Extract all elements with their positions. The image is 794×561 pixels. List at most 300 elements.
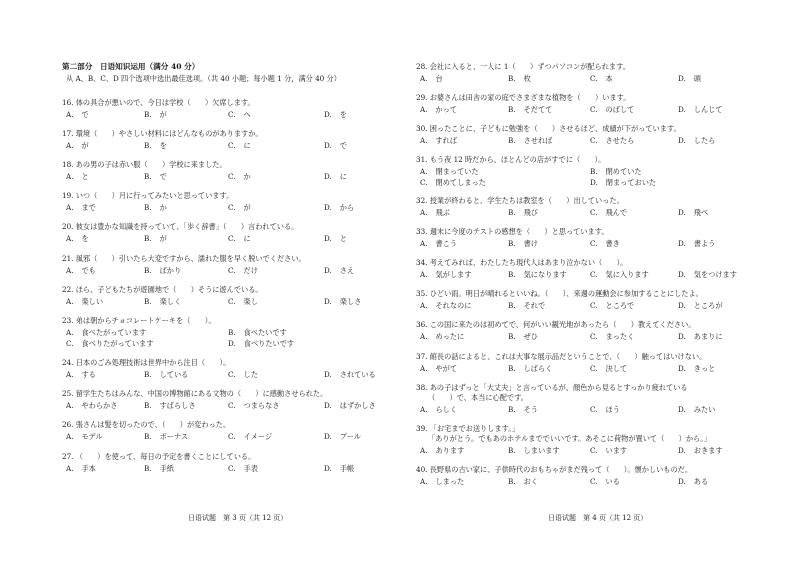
answer-option [66, 172, 89, 182]
option-letter: B. [508, 105, 516, 114]
answer-option [324, 172, 347, 182]
option-letter: A. [66, 141, 74, 150]
option-letter: A. [66, 432, 74, 441]
option-text: きっと [693, 364, 716, 373]
option-row [62, 110, 380, 122]
question-item [416, 289, 746, 313]
option-text: そだてて [523, 105, 553, 114]
answer-option [508, 405, 538, 415]
answer-option [66, 370, 96, 380]
option-text: させたら [605, 136, 635, 145]
option-row [416, 74, 746, 86]
question-stem: 28. 会社に入ると、一人に 1（ ）ずつパソコンが配られます。 [416, 62, 630, 71]
option-letter: C. [590, 136, 598, 145]
option-text: 食べりたいです [243, 339, 295, 348]
option-text: はずかしさ [339, 401, 376, 410]
option-letter: A. [420, 208, 428, 217]
option-text: が [243, 203, 251, 212]
question-item [62, 254, 380, 278]
answer-option [144, 234, 167, 244]
option-text: で [159, 172, 167, 181]
answer-option [678, 332, 723, 342]
option-letter: C. [228, 172, 236, 181]
footer-left: 日语试题 第 3 页（共 12 页） [188, 514, 288, 522]
question-stem: 25. 留学生たちはみんな、中国の博物館にある文物の（ ）に感動させられた。 [62, 389, 328, 398]
option-text: 飛んで [605, 208, 628, 217]
option-letter: C. [590, 364, 598, 373]
answer-option [590, 239, 620, 249]
answer-option [678, 405, 715, 415]
option-letter: A. [420, 239, 428, 248]
answer-option [420, 270, 471, 280]
option-letter: C. [590, 208, 598, 217]
option-text: 食べりたがっています [81, 339, 154, 348]
option-text: しばらく [523, 364, 553, 373]
option-text: 食べたいです [243, 328, 287, 337]
option-text: 手帳 [339, 464, 355, 473]
option-row [416, 446, 746, 458]
option-text: 手表 [243, 464, 258, 473]
option-letter: A. [66, 464, 74, 473]
option-row [416, 178, 746, 189]
question-item [62, 191, 380, 215]
option-text: やがて [435, 364, 458, 373]
option-text: しんじて [693, 105, 723, 114]
option-letter: B. [508, 301, 516, 310]
option-letter: B. [508, 446, 516, 455]
answer-option [678, 208, 708, 218]
option-text: している [159, 370, 189, 379]
option-text: 飛べ [693, 208, 709, 217]
answer-option [228, 110, 251, 120]
question-stem: 32. 授業が終わると、学生たちは教室を（ ）出していった。 [416, 196, 624, 205]
option-letter: C. [590, 301, 598, 310]
answer-option [420, 301, 471, 311]
option-letter: B. [144, 370, 152, 379]
answer-option [590, 446, 627, 456]
option-text: か [159, 203, 167, 212]
question-stem: 40. 長野県の古い家に、子供時代のおもちゃがまだ残って（ ）。懐かしいものだ。 [416, 465, 693, 474]
option-row [416, 105, 746, 117]
question-item [62, 129, 380, 153]
answer-option [590, 405, 620, 415]
option-text: 書よう [693, 239, 716, 248]
option-letter: D. [324, 110, 332, 119]
option-letter: D. [228, 339, 236, 348]
option-letter: D. [324, 370, 332, 379]
question-stem: 20. 彼女は豊かな知識を持っていて、「歩く辞書」（ ）言われている。 [62, 222, 299, 231]
answer-option [324, 432, 361, 442]
option-letter: D. [324, 141, 332, 150]
answer-option [678, 270, 737, 280]
answer-option [420, 364, 457, 374]
option-letter: D. [324, 464, 332, 473]
answer-option [144, 266, 181, 276]
option-row [62, 328, 380, 339]
option-letter: B. [144, 432, 152, 441]
answer-option [228, 266, 258, 276]
answer-option [508, 74, 531, 84]
option-text: めったに [435, 332, 465, 341]
option-text: 気に入ります [605, 270, 649, 279]
option-row [62, 464, 380, 476]
option-letter: D. [678, 405, 686, 414]
option-text: 閉めていた [605, 167, 642, 176]
option-letter: C. [590, 105, 598, 114]
question-stem: 36. この国に来たのは初めてで、何がいい観光地があったら（ ）教えてください。 [416, 320, 696, 329]
option-text: が [159, 234, 167, 243]
answer-option [420, 74, 443, 84]
option-letter: C. [590, 446, 598, 455]
question-item [62, 98, 380, 122]
question-stem: 26. 張さんは髪を切ったので、（ ）が変わった。 [62, 420, 231, 429]
option-text: と [81, 172, 89, 181]
answer-option [678, 136, 715, 146]
option-text: 楽しい [81, 297, 104, 306]
option-row [62, 172, 380, 184]
question-item [416, 93, 746, 117]
option-letter: C. [420, 178, 428, 187]
answer-option [508, 332, 538, 342]
option-letter: C. [228, 464, 236, 473]
option-text: を [81, 234, 89, 243]
option-text: ある [693, 477, 709, 486]
answer-option [590, 178, 656, 188]
option-row [416, 167, 746, 178]
answer-option [590, 270, 649, 280]
option-row [62, 370, 380, 382]
option-letter: C. [590, 74, 598, 83]
option-text: しまった [435, 477, 465, 486]
option-letter: D. [678, 239, 686, 248]
option-row [62, 339, 380, 350]
option-text: 気がします [435, 270, 472, 279]
answer-option [420, 178, 486, 188]
answer-option [144, 464, 174, 474]
question-stem: 19. いつ（ ）月に行ってみたいと思っています。 [62, 191, 234, 200]
answer-option [324, 297, 361, 307]
question-stem: 17. 環境（ ）やさしい材料にはどんなものがありますか。 [62, 129, 263, 138]
answer-option [324, 464, 354, 474]
option-text: のばして [605, 105, 635, 114]
answer-option [324, 110, 347, 120]
option-text: いる [605, 477, 620, 486]
option-text: 気をつけます [693, 270, 737, 279]
answer-option [324, 401, 376, 411]
answer-option [508, 301, 545, 311]
option-letter: D. [590, 178, 598, 187]
option-text: で [81, 110, 89, 119]
option-letter: C. [228, 401, 236, 410]
answer-option [678, 74, 701, 84]
question-stem-continued: （ ）で、本当に心配です。 [428, 393, 528, 402]
answer-option [228, 370, 258, 380]
option-letter: B. [228, 328, 236, 337]
answer-option [324, 203, 354, 213]
option-text: 閉まっていた [435, 167, 479, 176]
option-letter: C. [228, 203, 236, 212]
answer-option [420, 167, 479, 177]
answer-option [66, 464, 96, 474]
option-letter: D. [678, 136, 686, 145]
option-letter: A. [66, 172, 74, 181]
option-letter: B. [144, 266, 152, 275]
answer-option [228, 141, 251, 151]
section-instruction: 从 A、B、C、D 四个选项中选出最佳选项。（共 40 小题；每小题 1 分，满分 40 分） [66, 74, 341, 83]
option-letter: C. [66, 339, 74, 348]
question-item [62, 358, 380, 382]
option-letter: B. [508, 208, 516, 217]
option-text: する [81, 370, 96, 379]
option-text: が [81, 141, 89, 150]
option-letter: C. [228, 297, 236, 306]
option-letter: B. [508, 477, 516, 486]
option-letter: C. [228, 234, 236, 243]
answer-option [228, 172, 251, 182]
answer-option [678, 364, 715, 374]
section-title: 第二部分 日语知识运用（满分 40 分） [62, 62, 200, 71]
option-text: さえ [339, 266, 355, 275]
answer-option [228, 328, 287, 338]
option-letter: D. [678, 208, 686, 217]
option-text: ボーナス [159, 432, 189, 441]
question-item [62, 160, 380, 184]
option-text: に [243, 141, 251, 150]
option-text: か [243, 172, 251, 181]
option-row [62, 401, 380, 413]
answer-option [420, 208, 450, 218]
option-text: した [243, 370, 258, 379]
question-stem: 18. あの男の子は赤い服（ ）学校に来ました。 [62, 160, 227, 169]
option-letter: B. [144, 203, 152, 212]
question-item [416, 383, 746, 417]
option-letter: C. [590, 239, 598, 248]
option-text: それで [523, 301, 546, 310]
option-letter: D. [678, 332, 686, 341]
question-stem: 37. 館長の話によると、これは大事な展示品だということで、（ ）触ってはいけない。 [416, 352, 707, 361]
answer-option [144, 401, 196, 411]
question-stem: 38. あの子はずっと「大丈夫」と言っているが、顔色から見るとすっかり疲れている [416, 383, 688, 392]
option-letter: D. [324, 297, 332, 306]
option-letter: B. [508, 332, 516, 341]
option-letter: B. [144, 172, 152, 181]
option-letter: D. [678, 105, 686, 114]
option-letter: B. [144, 234, 152, 243]
option-letter: D. [678, 301, 686, 310]
option-row [62, 297, 380, 309]
option-letter: B. [508, 405, 516, 414]
option-letter: C. [590, 270, 598, 279]
option-letter: C. [228, 266, 236, 275]
option-text: されている [339, 370, 376, 379]
answer-option [590, 208, 627, 218]
option-row [62, 203, 380, 215]
option-letter: C. [590, 405, 598, 414]
option-letter: B. [144, 464, 152, 473]
answer-option [508, 364, 552, 374]
option-text: ぜひ [523, 332, 538, 341]
option-row [416, 270, 746, 282]
option-letter: C. [228, 141, 236, 150]
answer-option [228, 297, 258, 307]
option-text: しまいます [523, 446, 560, 455]
option-text: 閉めてしまった [435, 178, 486, 187]
option-row [416, 239, 746, 251]
option-letter: B. [144, 401, 152, 410]
option-letter: D. [678, 446, 686, 455]
question-stem: 34. 考えてみれば、わたしたち現代人はあまり泣かない（ ）。 [416, 258, 628, 267]
question-item [416, 320, 746, 344]
option-text: でも [81, 266, 96, 275]
option-text: やわらかさ [81, 401, 118, 410]
option-text: おきます [693, 446, 723, 455]
question-item [62, 389, 380, 413]
option-text: イメージ [243, 432, 273, 441]
answer-option [144, 203, 167, 213]
question-stem: 23. 弟は朝からチョコレートケーキを（ ）。 [62, 316, 216, 325]
option-text: 楽しく [159, 297, 182, 306]
option-letter: D. [324, 234, 332, 243]
answer-option [66, 141, 89, 151]
option-text: 頭 [693, 74, 701, 83]
answer-option [420, 446, 464, 456]
question-item [416, 424, 746, 458]
answer-option [66, 328, 146, 338]
answer-option [508, 270, 567, 280]
answer-option [228, 464, 258, 474]
question-stem-continued: 「ありがとう。でもあのホテルまででいいです。あそこに荷物が置いて（ ）から。」 [428, 434, 711, 443]
option-letter: A. [420, 136, 428, 145]
option-letter: B. [508, 74, 516, 83]
option-letter: C. [590, 477, 598, 486]
question-stem: 39. 「お宅までお送りします。」 [416, 424, 519, 433]
option-row [416, 405, 746, 417]
answer-option [324, 141, 347, 151]
answer-option [228, 339, 294, 349]
option-row [62, 234, 380, 246]
option-row [62, 266, 380, 278]
question-stem: 16. 体の具合が悪いので、今日は学校（ ）欠席します。 [62, 98, 255, 107]
option-letter: A. [66, 370, 74, 379]
option-text: 決して [605, 364, 628, 373]
question-stem: 30. 困ったことに、子どもに勉強を（ ）させるほど、成績が下がっています。 [416, 124, 681, 133]
answer-option [66, 110, 89, 120]
question-stem: 21. 風邪（ ）引いたら大変ですから、濡れた服を早く脱いでください。 [62, 254, 306, 263]
question-stem: 33. 週末に今度のテストの感想を（ ）と思っています。 [416, 227, 609, 236]
option-letter: A. [66, 234, 74, 243]
option-text: 飛び [523, 208, 538, 217]
option-text: それなのに [435, 301, 472, 310]
option-letter: A. [420, 332, 428, 341]
option-text: 飛ぶ [435, 208, 450, 217]
question-item [416, 62, 746, 86]
question-item [416, 258, 746, 282]
option-letter: C. [228, 110, 236, 119]
option-text: ばかり [159, 266, 182, 275]
option-text: まったく [605, 332, 635, 341]
answer-option [678, 446, 723, 456]
question-item [62, 285, 380, 309]
option-text: 台 [435, 74, 443, 83]
option-text: に [243, 234, 251, 243]
question-item [62, 452, 380, 476]
option-text: らしく [435, 405, 458, 414]
answer-option [420, 405, 457, 415]
option-letter: D. [678, 74, 686, 83]
option-text: が [159, 110, 167, 119]
option-letter: D. [324, 266, 332, 275]
answer-option [590, 105, 634, 115]
answer-option [590, 301, 634, 311]
answer-option [590, 332, 634, 342]
answer-option [678, 105, 723, 115]
question-stem: 29. お婆さんは田舎の家の庭でさまざまな植物を（ ）います。 [416, 93, 631, 102]
option-text: プール [339, 432, 361, 441]
question-stem: 22. ほら、子どもたちが遊園地で（ ）そうに遊んでいる。 [62, 285, 263, 294]
option-text: 楽しさ [339, 297, 362, 306]
answer-option [678, 239, 715, 249]
answer-option [324, 234, 347, 244]
option-letter: A. [420, 105, 428, 114]
option-letter: D. [324, 432, 332, 441]
answer-option [228, 203, 251, 213]
option-text: 書こう [435, 239, 458, 248]
answer-option [66, 339, 153, 349]
option-text: 書け [523, 239, 538, 248]
option-text: と [339, 234, 347, 243]
option-letter: A. [420, 364, 428, 373]
answer-option [590, 167, 642, 177]
option-text: かって [435, 105, 458, 114]
option-text: で [339, 141, 347, 150]
answer-option [228, 401, 279, 411]
question-item [416, 227, 746, 251]
option-letter: D. [678, 364, 686, 373]
option-text: すれば [435, 136, 458, 145]
answer-option [590, 477, 620, 487]
answer-option [420, 477, 464, 487]
option-letter: C. [228, 370, 236, 379]
option-text: 閉まっておいた [605, 178, 657, 187]
answer-option [324, 266, 354, 276]
option-letter: B. [508, 136, 516, 145]
option-letter: A. [420, 270, 428, 279]
question-stem: 31. もう夜 12 時だから、ほとんどの店がすでに（ ）。 [416, 155, 606, 164]
option-text: を [159, 141, 167, 150]
option-text: を [339, 110, 347, 119]
answer-option [508, 105, 552, 115]
answer-option [66, 297, 103, 307]
answer-option [66, 234, 89, 244]
option-text: すばらしさ [159, 401, 196, 410]
page-left [62, 0, 380, 561]
option-letter: D. [678, 270, 686, 279]
answer-option [228, 234, 251, 244]
option-text: へ [243, 110, 251, 119]
option-row [416, 301, 746, 313]
option-row [62, 141, 380, 153]
option-letter: D. [324, 172, 332, 181]
option-text: だけ [243, 266, 258, 275]
option-text: 本 [605, 74, 613, 83]
answer-option [678, 301, 723, 311]
option-text: 食べたがっています [81, 328, 147, 337]
option-letter: A. [420, 405, 428, 414]
question-item [62, 420, 380, 444]
answer-option [590, 74, 613, 84]
option-text: 楽し [243, 297, 258, 306]
footer-right: 日语试题 第 4 页（共 12 页） [548, 514, 648, 522]
